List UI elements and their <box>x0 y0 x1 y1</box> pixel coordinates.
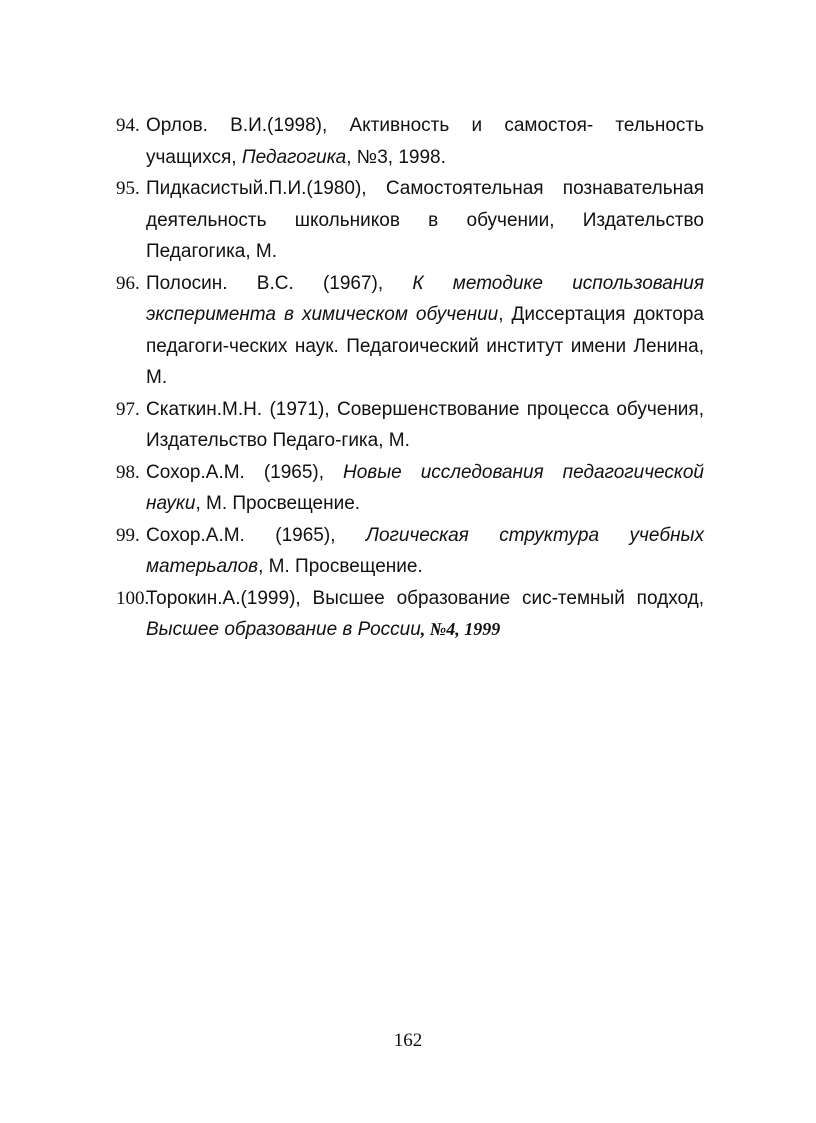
reference-list <box>116 110 704 646</box>
work-title: Новые исследования педагогической науки <box>146 461 704 514</box>
reference-item-99 <box>116 520 704 583</box>
reference-number: 97. <box>116 398 140 420</box>
work-title: К методике использования эксперимента в химическом обучении <box>146 272 705 325</box>
reference-text: Сохор.А.М. (1965), Логическая структура учебных матерьалов, М. Просвещение. <box>146 524 705 577</box>
reference-text: Пидкасистый.П.И.(1980), Самостоятельная познавательная деятельность школьников в обучении, Издательство Педагогика, М. <box>146 178 704 262</box>
reference-number: 94. <box>116 115 140 136</box>
reference-text: Полосин. В.С. (1967), К методике использования эксперимента в химическом обучении, Диссертация доктора педагоги-ческих наук. Педагоический институт имени Ленина, М. <box>146 272 705 388</box>
reference-item-95 <box>116 173 704 268</box>
work-title: Логическая структура учебных матерьалов <box>146 524 705 577</box>
reference-item-96 <box>116 268 704 394</box>
reference-number: 98. <box>116 461 140 483</box>
reference-text: Скаткин.М.Н. (1971), Совершенствование процесса обучения, Издательство Педаго-гика, М. <box>146 398 704 451</box>
reference-item-97 <box>116 394 704 457</box>
reference-item-98 <box>116 457 704 520</box>
reference-item-100 <box>116 583 704 646</box>
reference-number: 100. <box>116 587 150 609</box>
reference-number: 96. <box>116 272 140 294</box>
reference-item-94 <box>116 110 704 173</box>
reference-number: 95. <box>116 178 140 199</box>
journal-title: Педагогика <box>241 146 347 168</box>
page-number: 162 <box>393 1030 423 1051</box>
reference-number: 99. <box>116 524 140 546</box>
reference-text: Торокин.А.(1999), Высшее образование сис-темный подход, Высшее образование в России, №4, 1999 <box>146 587 704 640</box>
reference-text: Орлов. В.И.(1998), Активность и самостоя- тельность учащихся, Педагогика, №3, 1998. <box>146 115 704 168</box>
reference-text: Сохор.А.М. (1965), Новые исследования педагогической науки, М. Просвещение. <box>146 461 704 514</box>
journal-title: Высшее образование в России <box>146 619 421 640</box>
